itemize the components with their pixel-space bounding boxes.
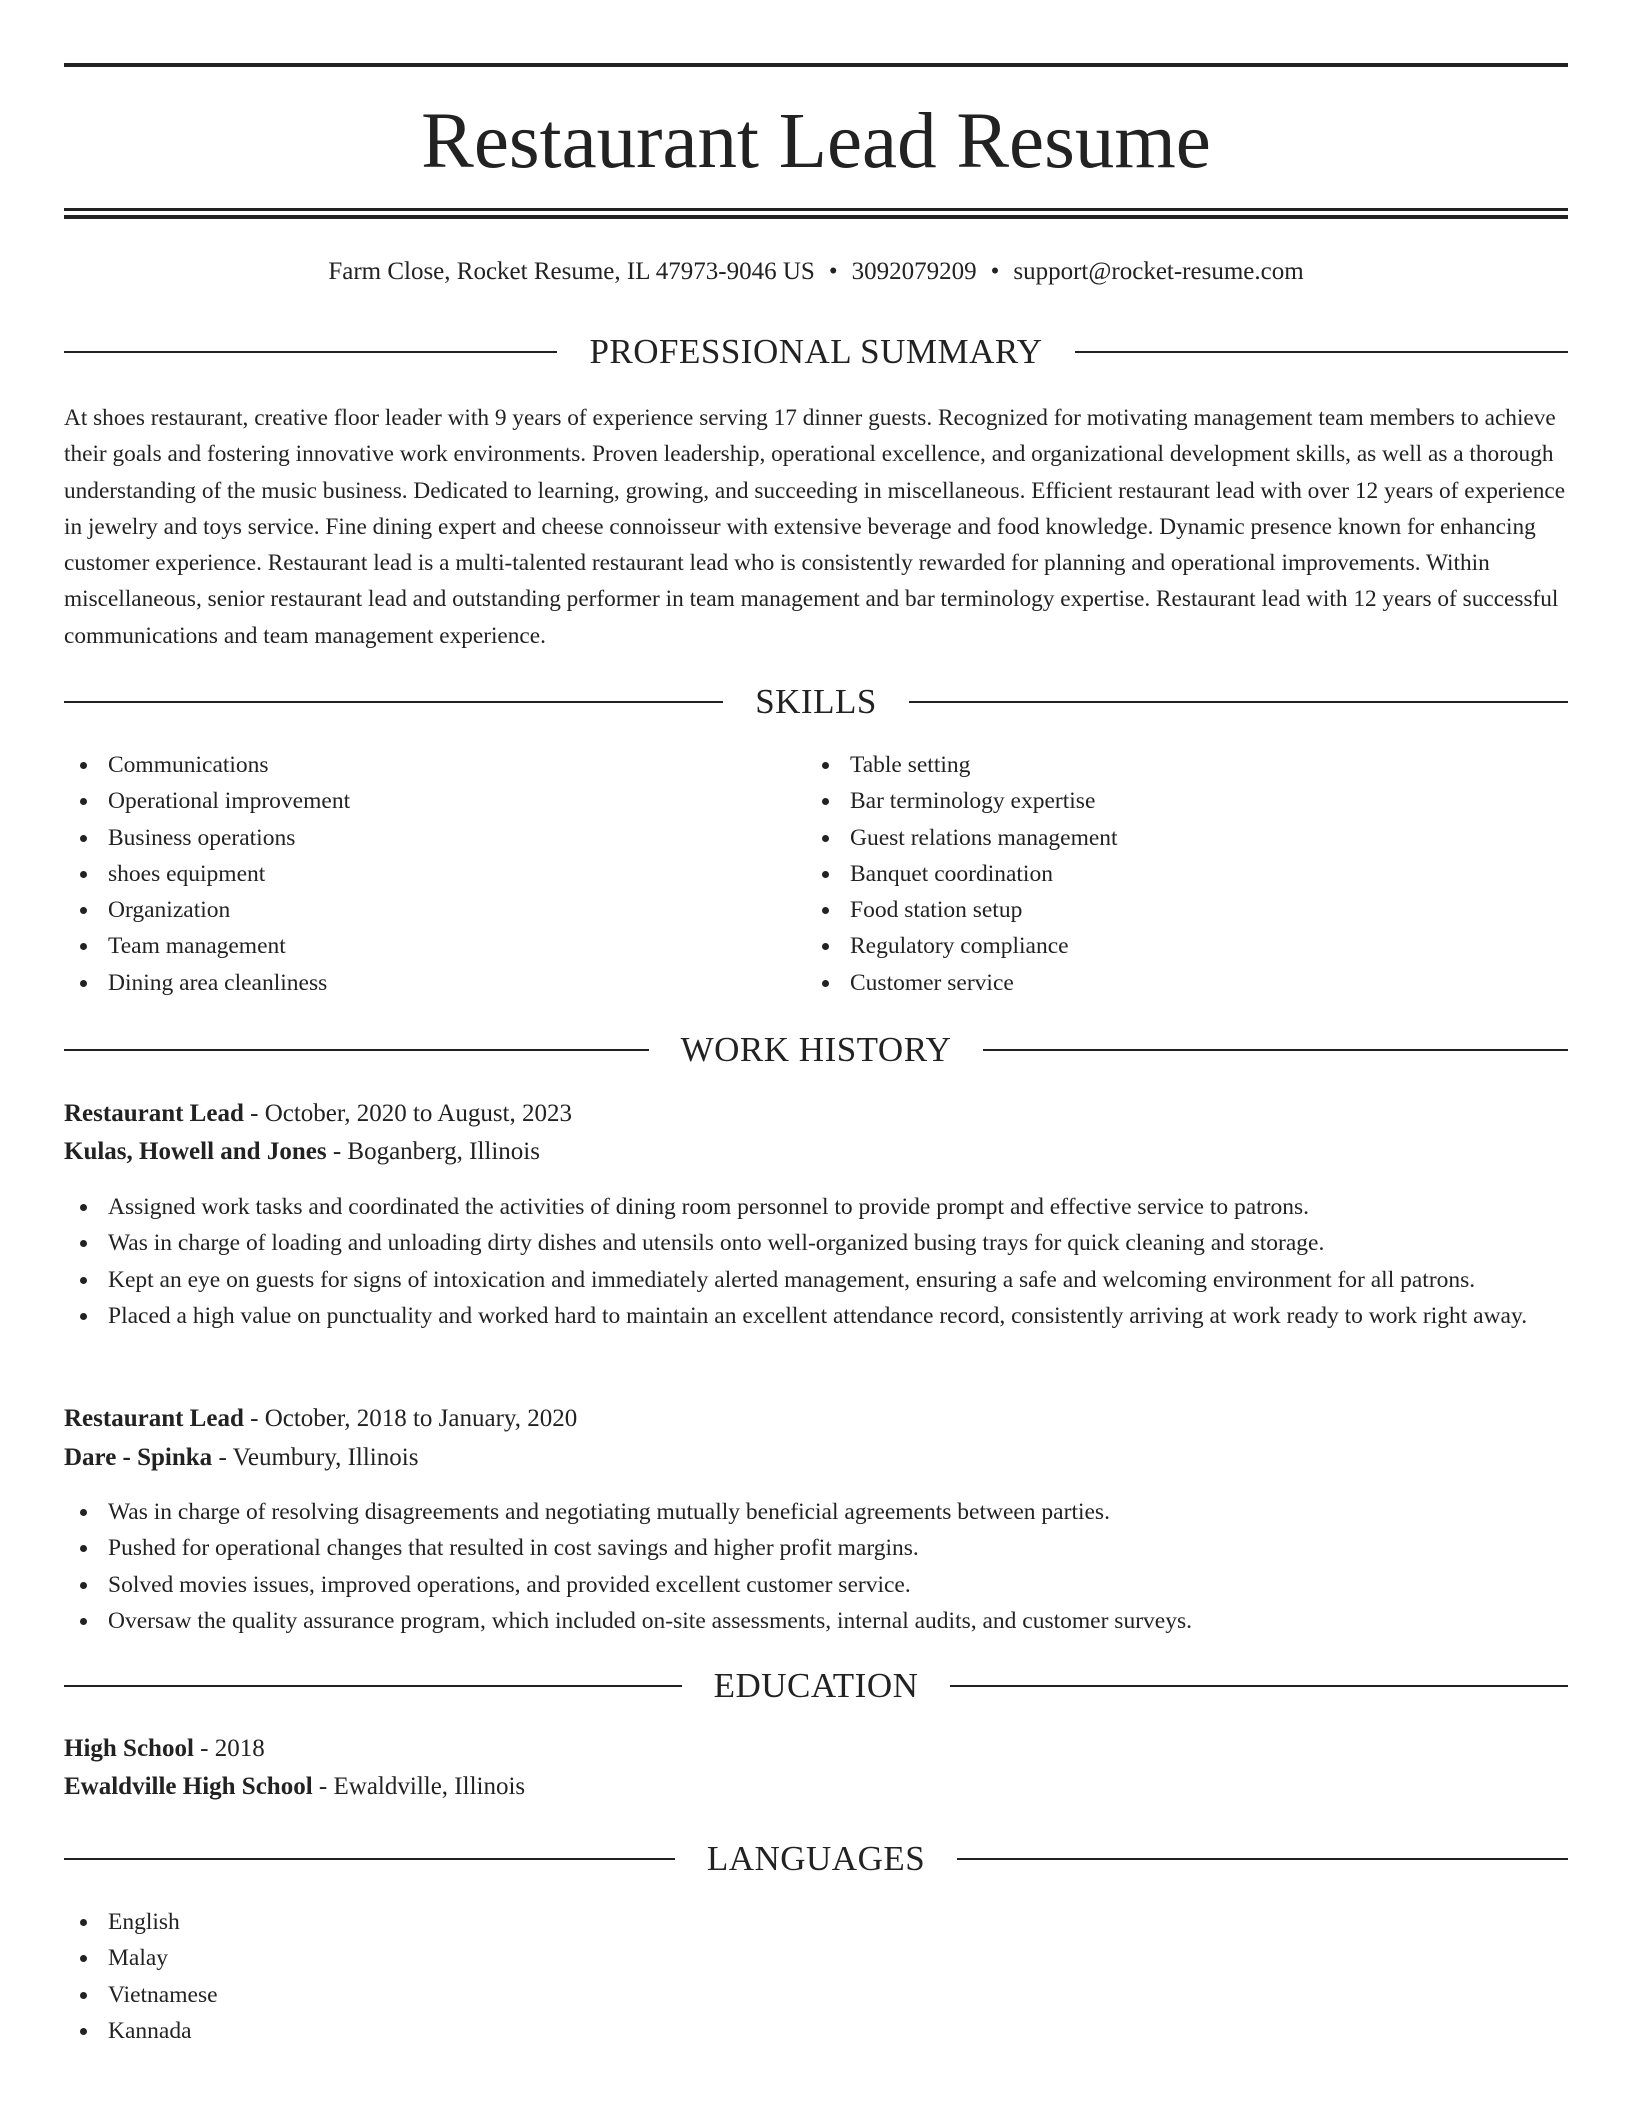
contact-address: Farm Close, Rocket Resume, IL 47973-9046 US (328, 258, 815, 285)
job-company-line: Dare - Spinka - Veumbury, Illinois (64, 1444, 419, 1471)
job-dates: October, 2020 to August, 2023 (264, 1100, 572, 1127)
contact-phone: 3092079209 (851, 258, 977, 285)
contact-separator: • (990, 258, 1000, 285)
skill-item: Communications (64, 747, 764, 783)
heading-rule (64, 1685, 682, 1687)
section-heading-languages (64, 1834, 1568, 1884)
job-location: Veumbury, Illinois (232, 1444, 419, 1471)
skills-list-left (64, 747, 764, 1001)
education-school-line: Ewaldville High School - Ewaldville, Illinois (64, 1773, 526, 1800)
language-list (64, 1904, 1568, 2049)
skill-item: Banquet coordination (806, 856, 1506, 892)
job-duty-list (64, 1494, 1568, 1639)
job-title-line: Restaurant Lead - October, 2020 to August, 2023 (64, 1100, 572, 1127)
languages (64, 1904, 1568, 2049)
job-duty-item: Oversaw the quality assurance program, which included on-site assessments, internal audits, and customer surveys. (64, 1603, 1568, 1639)
job-company-line: Kulas, Howell and Jones - Boganberg, Illinois (64, 1138, 540, 1165)
job-duty-list (64, 1189, 1568, 1334)
job-company: Kulas, Howell and Jones (64, 1138, 327, 1165)
section-title-skills: SKILLS (755, 682, 877, 721)
skill-item: Organization (64, 892, 764, 928)
language-item: Malay (64, 1940, 1568, 1976)
heading-rule (950, 1685, 1568, 1687)
job-duty-item: Kept an eye on guests for signs of intoxication and immediately alerted management, ensuring a safe and welcoming environment for all patrons. (64, 1262, 1568, 1298)
education-location: Ewaldville, Illinois (333, 1773, 526, 1800)
contact-line (64, 254, 1568, 290)
job-location: Boganberg, Illinois (347, 1138, 540, 1165)
title-rule-lower (64, 215, 1568, 219)
job-duty-item: Placed a high value on punctuality and worked hard to maintain an excellent attendance record, consistently arriving at work ready to work right away. (64, 1298, 1568, 1334)
skill-item: Table setting (806, 747, 1506, 783)
skill-item: Bar terminology expertise (806, 783, 1506, 819)
education-degree: High School (64, 1735, 194, 1762)
heading-rule (64, 1049, 649, 1051)
skill-item: Business operations (64, 820, 764, 856)
skill-item: Customer service (806, 965, 1506, 1001)
job-duty-item: Was in charge of resolving disagreements and negotiating mutually beneficial agreements between parties. (64, 1494, 1568, 1530)
heading-rule (983, 1049, 1568, 1051)
heading-rule (957, 1858, 1568, 1860)
skill-item: Regulatory compliance (806, 928, 1506, 964)
skill-item: Guest relations management (806, 820, 1506, 856)
language-item: Kannada (64, 2013, 1568, 2049)
section-heading-work (64, 1025, 1568, 1075)
top-rule (64, 63, 1568, 67)
job-duties (64, 1189, 1568, 1334)
job-title-line: Restaurant Lead - October, 2018 to January, 2020 (64, 1405, 578, 1432)
section-heading-summary (64, 327, 1568, 377)
contact-separator: • (828, 258, 838, 285)
summary-text: At shoes restaurant, creative floor leader with 9 years of experience serving 17 dinner guests. Recognized for motivating management team members to achieve their goals and fostering innovative work environments. Proven leadership, operational excellence, and organizational development skills, as well as a thorough understanding of the music business. Dedicated to learning, growing, and succeeding in miscellaneous. Efficient restaurant lead with over 12 years of experience in jewelry and toys service. Fine dining expert and cheese connoisseur with extensive beverage and food knowledge. Dynamic presence known for enhancing customer experience. Restaurant lead is a multi-talented restaurant lead who is consistently rewarded for planning and operational improvements. Within miscellaneous, senior restaurant lead and outstanding performer in team management and bar terminology expertise. Restaurant lead with 12 years of successful communications and team management experience. (64, 405, 1566, 649)
skills-list-right (806, 747, 1506, 1001)
resume-title: Restaurant Lead Resume (421, 98, 1211, 185)
section-title-work: WORK HISTORY (680, 1030, 952, 1069)
language-item: English (64, 1904, 1568, 1940)
job-dates: October, 2018 to January, 2020 (264, 1405, 578, 1432)
title-rule-upper (64, 208, 1568, 211)
skills-column-left (64, 747, 764, 1001)
job-title: Restaurant Lead (64, 1405, 244, 1432)
heading-rule (64, 351, 557, 353)
contact-email[interactable]: support@rocket-resume.com (1013, 258, 1304, 285)
job-duty-item: Assigned work tasks and coordinated the activities of dining room personnel to provide prompt and effective service to patrons. (64, 1189, 1568, 1225)
job-duty-item: Was in charge of loading and unloading dirty dishes and utensils onto well-organized busing trays for quick cleaning and storage. (64, 1225, 1568, 1261)
heading-rule (909, 701, 1568, 703)
job-duty-item: Pushed for operational changes that resulted in cost savings and higher profit margins. (64, 1530, 1568, 1566)
heading-rule (64, 1858, 675, 1860)
language-item: Vietnamese (64, 1977, 1568, 2013)
skill-item: Operational improvement (64, 783, 764, 819)
education-year: 2018 (214, 1735, 265, 1762)
skills-column-right (806, 747, 1506, 1001)
skill-item: shoes equipment (64, 856, 764, 892)
job-duty-item: Solved movies issues, improved operations, and provided excellent customer service. (64, 1567, 1568, 1603)
heading-rule (64, 701, 723, 703)
skill-item: Dining area cleanliness (64, 965, 764, 1001)
section-title-summary: PROFESSIONAL SUMMARY (589, 332, 1043, 371)
skill-item: Food station setup (806, 892, 1506, 928)
section-title-languages: LANGUAGES (706, 1839, 926, 1878)
section-heading-skills (64, 677, 1568, 727)
education-degree-line: High School - 2018 (64, 1735, 265, 1762)
heading-rule (1075, 351, 1568, 353)
section-title-education: EDUCATION (713, 1666, 919, 1705)
section-heading-education (64, 1661, 1568, 1711)
skill-item: Team management (64, 928, 764, 964)
job-duties (64, 1494, 1568, 1639)
job-company: Dare - Spinka (64, 1444, 213, 1471)
job-title: Restaurant Lead (64, 1100, 244, 1127)
education-school: Ewaldville High School (64, 1773, 313, 1800)
